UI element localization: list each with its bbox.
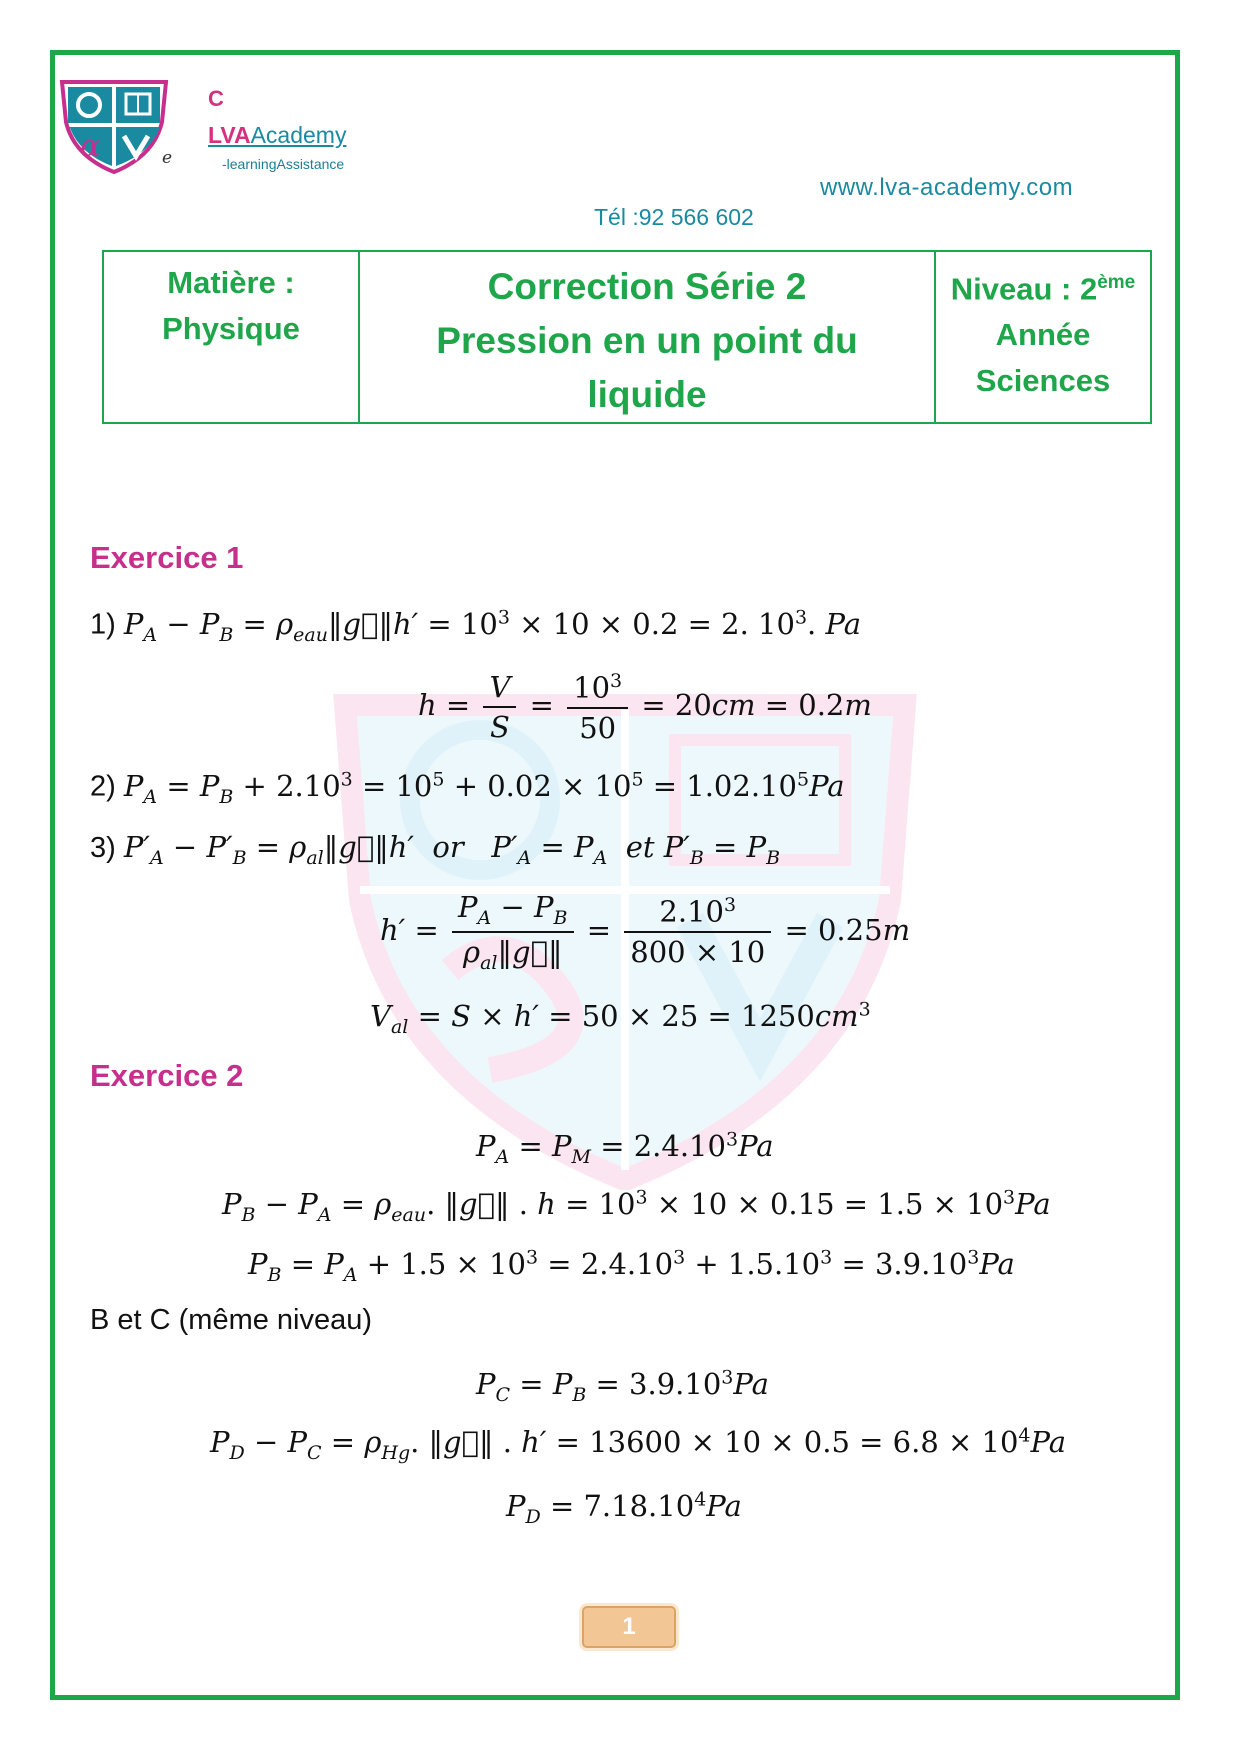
page-number-badge: 1 [582,1606,676,1648]
ex2-eq-4: $P_C = P_B = 3.9.10^3Pa$ [476,1366,769,1406]
brand-name [208,122,346,149]
ex1-et-word: et [625,830,655,864]
ex2-eq-6: $P_D = 7.18.10^4Pa$ [506,1488,742,1528]
ex1-eq-2: 2) $P_A = P_B + 2.10^3 = 10^5 + 0.02 \times 10^5 = 1.02.10^5Pa$ [90,768,845,808]
level-cell [935,251,1151,423]
subject-cell [103,251,359,423]
logo-e-letter: e [162,148,173,168]
ex2-eq-2: $P_B - P_A = \rho_{eau}$. ‖g⃗‖ . $h = 10^3 \times 10 \times 0.15 = 1.5 \times 10^3Pa$ [222,1186,1051,1226]
title-line-2: Pression en un point du [436,320,858,361]
telephone: Tél :92 566 602 [594,204,754,230]
header-table [102,250,1152,424]
ex1-eq-height: h = $\frac{V}{S}$ = $\frac{10^3}{50}$ = 20cm = 0.2m [418,670,872,745]
ex2-eq-1: $P_A = P_M = 2.4.10^3Pa$ [476,1128,774,1168]
title-line-1: Correction Série 2 [487,266,807,307]
ex2-eq-5: $P_D - P_C = \rho_{Hg}$. ‖g⃗‖ . $h' = 13600 \times 10 \times 0.5 = 6.8 \times 10^4Pa$ [210,1424,1067,1464]
lva-academy-logo [58,78,173,174]
ex1-eq-volume: $V_{al} = S \times h' = 50 \times 25 = 1250cm^3$ [370,998,871,1038]
ex1-eq-1: 1) $P_A - P_B$ = $\rho_{eau}‖g⃗‖h' = 10^3 \times 10 \times 0.2 = 2$. $10^3$. Pa [90,606,861,646]
ex1-eq-3: 3) $P'_A - P'_B$ = $\rho_{al}‖g⃗‖h'$ or $P'_A = P_A$ et $P'_B = P_B$ [90,830,781,869]
ex2-eq-3: $P_B = P_A + 1.5 \times 10^3 = 2.4.10^3 + 1.5.10^3 = 3.9.10^3Pa$ [248,1246,1015,1286]
level-line-3: Sciences [975,363,1111,399]
ex2-note: B et C (même niveau) [90,1304,373,1336]
title-line-3: liquide [587,374,707,415]
exercise-2-title: Exercice 2 [90,1058,244,1093]
brand-name-rest: Academy [250,122,347,148]
website-link[interactable]: www.lva-academy.com [820,174,1074,201]
title-cell [359,251,935,423]
exercise-1-title: Exercice 1 [90,540,244,575]
level-line-2: Année [995,317,1091,353]
subject-label: Matière : [167,265,295,300]
svg-text:α: α [80,129,101,164]
brand-tagline: -learningAssistance [222,156,345,172]
subject-value: Physique [162,311,300,346]
brand-name-bold: LVA [208,122,251,148]
ex1-eq-hprime: h′ = $\frac{P_A - P_B}{\rho_{al}‖g⃗‖}$ = $\frac{2.10^3}{800 \times 10}$ = 0.25m [380,890,911,974]
ex1-or-word: or [432,830,464,864]
level-line-1: Niveau : 2ème [950,271,1136,307]
brand-letter: C [208,86,224,111]
